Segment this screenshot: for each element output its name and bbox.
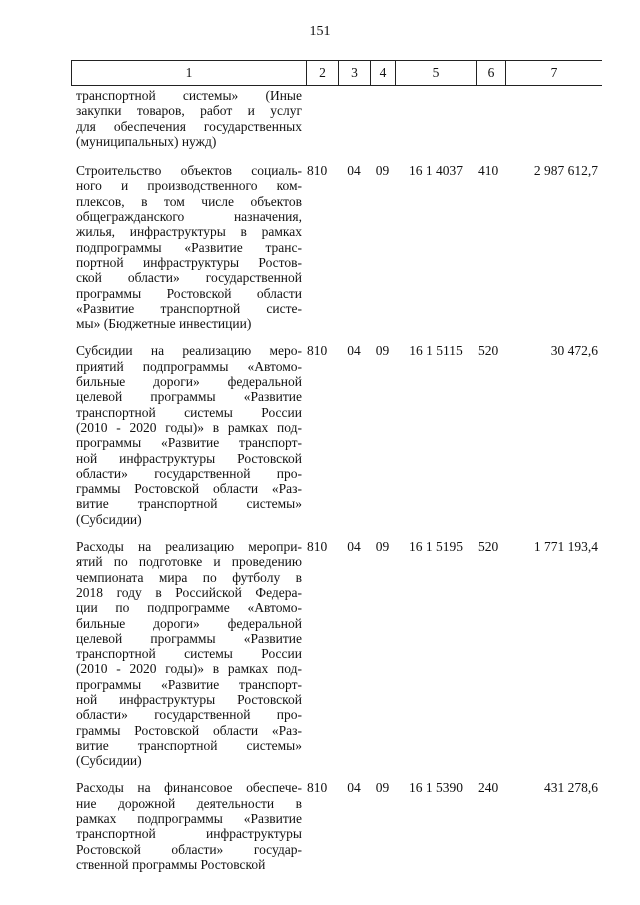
- description-line: ной инфраструктуры Ростовской: [76, 450, 302, 466]
- description-line: целевой программы «Развитие: [76, 389, 302, 405]
- description-line: ной инфраструктуры Ростовской: [76, 691, 302, 707]
- cell-subsection-code: 09: [375, 780, 390, 796]
- description-line: ской области» государственной: [76, 270, 302, 286]
- cell-subsection-code: 09: [375, 539, 390, 555]
- description-line: транспортной системы России: [76, 404, 302, 420]
- description-line: целевой программы «Развитие: [76, 630, 302, 646]
- description-line: ственной программы Ростовской: [76, 856, 266, 872]
- description-line: транспортной системы» (Иные: [76, 88, 302, 103]
- cell-expense-type: 410: [478, 163, 499, 179]
- description-line: Расходы на реализацию меропри-: [76, 539, 302, 555]
- cell-subsection-code: 09: [375, 163, 390, 179]
- table-row: [76, 780, 602, 872]
- cell-target-article: 16 1 4037: [409, 163, 463, 179]
- table-row-continuation: [76, 88, 602, 149]
- cell-amount: 1 771 193,4: [533, 539, 598, 555]
- description-line: закупки товаров, работ и услуг: [76, 103, 302, 119]
- description-line: рамках подпрограммы «Развитие: [76, 811, 302, 827]
- description-line: плексов, в том числе объектов: [76, 193, 302, 209]
- description-line: ние дорожной деятельности в: [76, 795, 302, 811]
- cell-ministry-code: 810: [307, 343, 328, 359]
- description-line: портной инфраструктуры Ростов-: [76, 254, 302, 270]
- header-col-5: 5: [395, 61, 476, 85]
- header-col-3: 3: [338, 61, 370, 85]
- description-line: (Субсидии): [76, 753, 142, 769]
- description-line: бильные дороги» федеральной: [76, 374, 302, 390]
- header-col-1: 1: [71, 61, 306, 85]
- table-row: [76, 343, 602, 527]
- description-line: 2018 году в Российской Федера-: [76, 584, 302, 600]
- cell-amount: 431 278,6: [544, 780, 598, 796]
- description-line: подпрограммы «Развитие транс-: [76, 239, 302, 255]
- table-row: [76, 163, 602, 331]
- cell-target-article: 16 1 5115: [409, 343, 463, 359]
- description-line: жилья, инфраструктуры в рамках: [76, 224, 302, 240]
- description-line: области» государственной про-: [76, 707, 302, 723]
- description-line: граммы Ростовской области «Раз-: [76, 722, 302, 738]
- description-line: (Субсидии): [76, 511, 142, 527]
- description-line: транспортной системы России: [76, 646, 302, 662]
- cell-section-code: 04: [347, 539, 361, 555]
- description-line: бильные дороги» федеральной: [76, 615, 302, 631]
- description-line: граммы Ростовской области «Раз-: [76, 481, 302, 497]
- description-line: Расходы на финансовое обеспече-: [76, 780, 302, 796]
- description-line: для обеспечения государственных: [76, 118, 302, 134]
- description-line: (2010 - 2020 годы)» в рамках под-: [76, 419, 302, 435]
- cell-subsection-code: 09: [375, 343, 390, 359]
- row-description: [76, 343, 302, 527]
- description-line: мы» (Бюджетные инвестиции): [76, 316, 252, 332]
- cell-amount: 30 472,6: [550, 343, 598, 359]
- cell-target-article: 16 1 5390: [409, 780, 463, 796]
- row-description: [76, 88, 302, 149]
- description-line: чемпионата мира по футболу в: [76, 569, 302, 585]
- description-line: (муниципальных) нужд): [76, 133, 217, 149]
- cell-target-article: 16 1 5195: [409, 539, 463, 555]
- description-line: программы «Развитие транспорт-: [76, 435, 302, 451]
- row-description: [76, 539, 302, 768]
- description-line: (2010 - 2020 годы)» в рамках под-: [76, 661, 302, 677]
- cell-section-code: 04: [347, 780, 361, 796]
- description-line: Субсидии на реализацию меро-: [76, 343, 302, 359]
- description-line: витие транспортной системы»: [76, 496, 302, 512]
- description-line: транспортной инфраструктуры: [76, 826, 302, 842]
- header-col-7: 7: [505, 61, 602, 85]
- cell-expense-type: 520: [478, 539, 499, 555]
- description-line: Строительство объектов социаль-: [76, 163, 302, 179]
- description-line: витие транспортной системы»: [76, 737, 302, 753]
- header-col-2: 2: [306, 61, 338, 85]
- table-row: [76, 539, 602, 768]
- row-description: [76, 780, 302, 872]
- cell-ministry-code: 810: [307, 539, 328, 555]
- cell-expense-type: 520: [478, 343, 499, 359]
- description-line: общегражданского назначения,: [76, 209, 302, 225]
- cell-section-code: 04: [347, 343, 361, 359]
- row-description: [76, 163, 302, 331]
- cell-ministry-code: 810: [307, 163, 328, 179]
- description-line: «Развитие транспортной систе-: [76, 300, 302, 316]
- cell-expense-type: 240: [478, 780, 499, 796]
- header-col-6: 6: [476, 61, 505, 85]
- description-line: программы Ростовской области: [76, 285, 302, 301]
- table-header-row: [71, 60, 602, 86]
- table-body: [76, 88, 602, 884]
- description-line: области» государственной про-: [76, 465, 302, 481]
- cell-section-code: 04: [347, 163, 361, 179]
- description-line: приятий подпрограммы «Автомо-: [76, 358, 302, 374]
- page-number: 151: [309, 24, 331, 39]
- description-line: ятий по подготовке и проведению: [76, 554, 302, 570]
- cell-ministry-code: 810: [307, 780, 328, 796]
- cell-amount: 2 987 612,7: [533, 163, 598, 179]
- header-col-4: 4: [370, 61, 395, 85]
- description-line: программы «Развитие транспорт-: [76, 676, 302, 692]
- description-line: ции по подпрограмме «Автомо-: [76, 600, 302, 616]
- description-line: Ростовской области» государ-: [76, 841, 302, 857]
- description-line: ного и производственного ком-: [76, 178, 302, 194]
